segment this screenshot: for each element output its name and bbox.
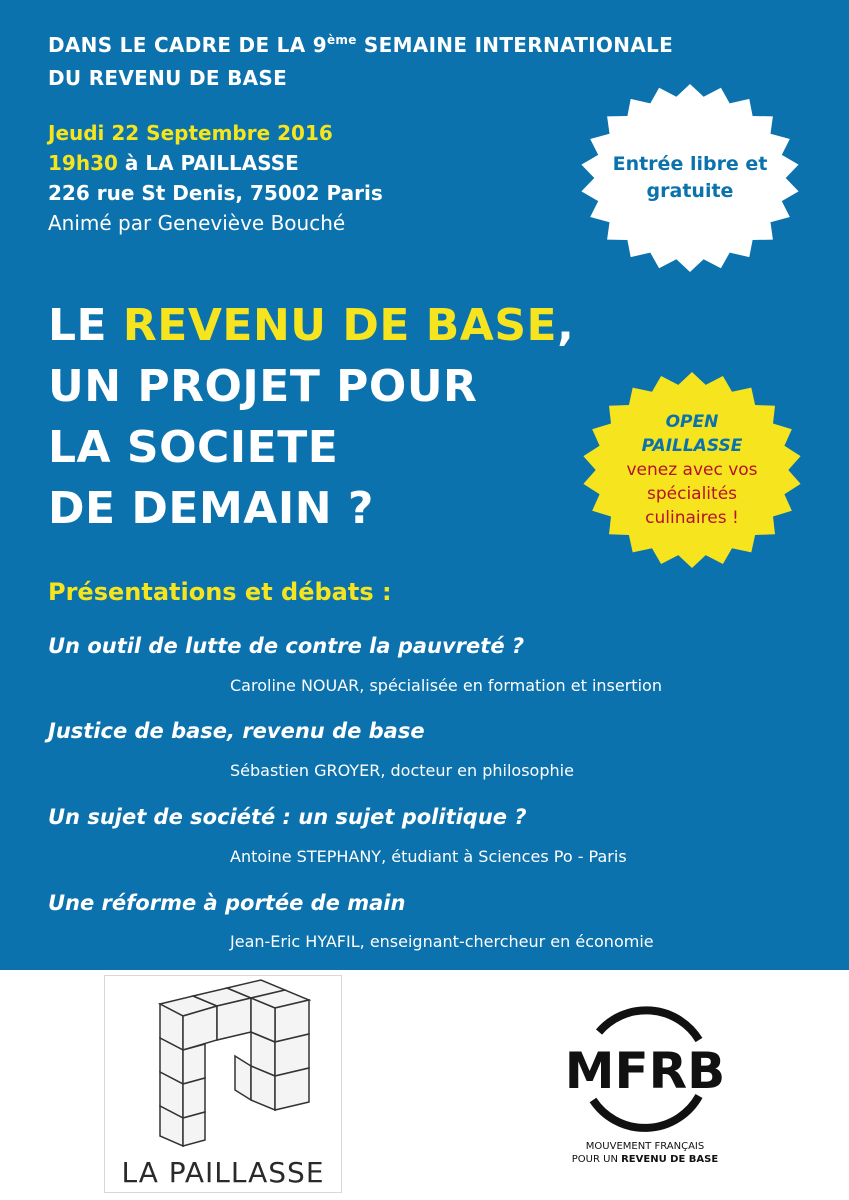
- entry-badge: [578, 82, 802, 274]
- title-line4: DE DEMAIN ?: [48, 483, 374, 534]
- talk-speaker: Jean-Eric HYAFIL, enseignant-chercheur en économie: [230, 932, 654, 951]
- talk-speaker: Caroline NOUAR, spécialisée en formation et insertion: [230, 676, 662, 695]
- header-superscript: ème: [326, 33, 357, 47]
- talk-title: Un outil de lutte de contre la pauvreté ?: [48, 634, 525, 658]
- mfrb-sub-line2-bold: REVENU DE BASE: [621, 1154, 719, 1165]
- mfrb-sub-line2: POUR UN: [571, 1154, 622, 1165]
- title-line2: UN PROJET POUR: [48, 361, 478, 412]
- open-paillasse-badge: [580, 370, 804, 570]
- title-suffix: ,: [557, 300, 575, 351]
- header-line1: DANS LE CADRE DE LA 9: [48, 33, 327, 57]
- open-line4: spécialités: [646, 484, 738, 504]
- entry-badge-line1: Entrée libre et: [612, 153, 768, 175]
- open-line5: culinaires !: [645, 508, 739, 528]
- event-info: [48, 118, 383, 238]
- title-prefix: LE: [48, 300, 123, 351]
- title-highlight: REVENU DE BASE: [122, 300, 558, 351]
- mfrb-circle-icon: [565, 1000, 725, 1140]
- talk-title: Une réforme à portée de main: [48, 891, 406, 915]
- talk-title: Justice de base, revenu de base: [48, 719, 425, 743]
- title-line3: LA SOCIETE: [48, 422, 339, 473]
- event-address: 226 rue St Denis, 75002 Paris: [48, 181, 383, 205]
- talk-speaker: Sébastien GROYER, docteur en philosophie: [230, 761, 574, 780]
- talk-title: Un sujet de société : un sujet politique ?: [48, 805, 527, 829]
- event-date: Jeudi 22 Septembre 2016: [48, 121, 333, 145]
- event-host: Animé par Geneviève Bouché: [48, 211, 346, 235]
- header-line1-end: SEMAINE INTERNATIONALE: [356, 33, 674, 57]
- header-line2: DU REVENU DE BASE: [48, 66, 288, 90]
- mfrb-logo: [565, 1000, 725, 1180]
- presentations-heading: Présentations et débats :: [48, 578, 392, 606]
- cube-structure-icon: [105, 976, 341, 1156]
- mfrb-sub-line1: MOUVEMENT FRANÇAIS: [585, 1141, 705, 1152]
- main-title: [48, 295, 574, 539]
- open-line1: OPEN: [665, 412, 719, 432]
- mfrb-letters: MFRB: [565, 1042, 725, 1100]
- event-time: 19h30: [48, 151, 118, 175]
- entry-badge-line2: gratuite: [646, 180, 734, 202]
- la-paillasse-logo: [104, 975, 342, 1193]
- mfrb-subtitle: [555, 1140, 735, 1166]
- talk-speaker: Antoine STEPHANY, étudiant à Sciences Po - Paris: [230, 847, 627, 866]
- open-line2: PAILLASSE: [641, 436, 743, 456]
- event-venue: à LA PAILLASSE: [117, 151, 299, 175]
- open-line3: venez avec vos: [626, 460, 758, 480]
- la-paillasse-name: LA PAILLASSE: [121, 1156, 325, 1189]
